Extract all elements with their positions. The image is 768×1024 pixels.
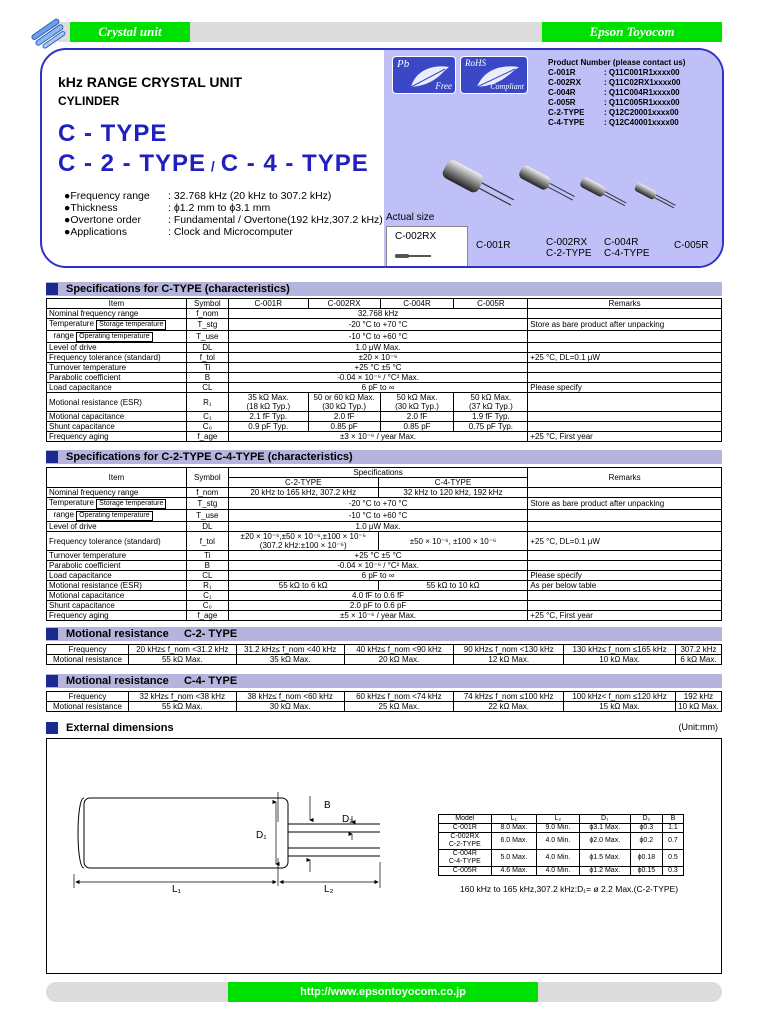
crystal-products-photo (432, 128, 722, 228)
dimensions-table (438, 814, 684, 876)
badge-text: Pb (397, 58, 410, 70)
type-heading-2 (58, 150, 369, 178)
table-row: C-001R 8.0 Max. 9.0 Min. ϕ3.1 Max. ϕ0.3 1.1 (439, 824, 684, 833)
type-heading: C - TYPE (58, 120, 168, 147)
table-row: C-002RX C-2-TYPE 6.0 Max. 4.0 Min. ϕ2.0 Max. ϕ0.2 0.7 (439, 833, 684, 850)
table-row: Parabolic coefficient B -0.04 × 10⁻⁶ / °C² Max. (47, 373, 722, 383)
table-header-row: Item Symbol Specifications Remarks (47, 468, 722, 478)
actual-size-box (386, 226, 468, 268)
table-row: Motional resistance (ESR) R₁ 35 kΩ Max. (18 kΩ Typ.) 50 or 60 kΩ Max. (30 kΩ Typ.) 50 kΩ Max. (30 kΩ Typ.) 50 kΩ Max. (37 kΩ Typ.) (47, 393, 722, 412)
table-row: Frequency 20 kHz≤ f_nom <31.2 kHz 31.2 kHz≤ f_nom <40 kHz 40 kHz≤ f_nom <90 kHz 90 kHz≤ f_nom <130 kHz 130 kHz≤ f_nom ≤165 kHz 307.2 kHz (47, 645, 722, 655)
rohs-badge (460, 56, 528, 94)
table-row: Shunt capacitance C₀ 0.9 pF Typ. 0.85 pF 0.85 pF 0.75 pF Typ. (47, 422, 722, 432)
table-row: Frequency aging f_age ±5 × 10⁻⁶ / year Max. +25 °C, First year (47, 611, 722, 621)
table-row: range Operating temperature T_use -10 °C to +60 °C (47, 331, 722, 343)
category-label: Crystal unit (70, 22, 190, 42)
feature-row: ●Overtone order : Fundamental / Overtone(192 kHz,307.2 kHz) (64, 214, 383, 226)
table-row: Temperature Storage temperature T_stg -20 °C to +70 °C Store as bare product after unpacking (47, 319, 722, 331)
dimension-drawing (60, 776, 440, 900)
product-number-row: C-001R : Q11C001R1xxxx00 (548, 68, 680, 77)
photo-label: C-004R (604, 237, 639, 248)
section-heading-c24-type: Specifications for C-2-TYPE C-4-TYPE (characteristics) (46, 450, 722, 464)
table-row: Level of drive DL 1.0 μW Max. (47, 522, 722, 532)
table-row: C-005R 4.6 Max. 4.0 Min. ϕ1.2 Max. ϕ0.15 0.3 (439, 867, 684, 876)
table-row: Nominal frequency range f_nom 32.768 kHz (47, 309, 722, 319)
section-heading-mr-c4: Motional resistance C-4- TYPE (46, 674, 722, 688)
badge-text: Compliant (490, 82, 524, 91)
table-header-row: C-2-TYPE C-4-TYPE (47, 478, 722, 488)
badge-text: Free (435, 81, 452, 91)
product-subtitle: CYLINDER (58, 94, 120, 108)
type-c4: C - 4 - TYPE (220, 150, 369, 177)
section-heading-dimensions: External dimensions (Unit:mm) (46, 721, 722, 735)
website-link[interactable]: http://www.epsontoyocom.co.jp (228, 982, 538, 1002)
table-row: Turnover temperature Ti +25 °C ±5 °C (47, 551, 722, 561)
product-hero (40, 48, 724, 268)
feature-row: ●Applications : Clock and Microcomputer (64, 226, 293, 238)
product-number-row: C-004R : Q11C004R1xxxx00 (548, 88, 680, 97)
table-row: Motional resistance (ESR) R₁ 55 kΩ to 6 kΩ 55 kΩ to 10 kΩ As per below table (47, 581, 722, 591)
product-number-row: C-002RX : Q11C02RX1xxxx00 (548, 78, 681, 87)
label-l1: L₁ (172, 884, 181, 895)
table-row: Frequency tolerance (standard) f_tol ±20 × 10⁻⁶,±50 × 10⁻⁶,±100 × 10⁻⁶ (307.2 kHz:±100 × 10⁻⁶) ±50 × 10⁻⁶, ±100 × 10⁻⁶ +25 °C, DL=0.1 μW (47, 532, 722, 551)
table-row: Level of drive DL 1.0 μW Max. (47, 343, 722, 353)
table-row: Temperature Storage temperature T_stg -20 °C to +70 °C Store as bare product after unpacking (47, 498, 722, 510)
table-header-row: Model L₁ L₂ D₁ D₂ B (439, 815, 684, 824)
spec-table-c24-type (46, 467, 722, 621)
table-row: range Operating temperature T_use -10 °C to +60 °C (47, 510, 722, 522)
actual-size-model: C-002RX (395, 231, 437, 242)
table-row: Motional capacitance C₁ 4.0 fF to 0.6 fF (47, 591, 722, 601)
section-heading-c-type: Specifications for C-TYPE (characteristics) (46, 282, 722, 296)
actual-size-label: Actual size (386, 212, 435, 223)
table-row: Frequency aging f_age ±3 × 10⁻⁶ / year Max. +25 °C, First year (47, 432, 722, 442)
photo-label: C-001R (476, 240, 511, 251)
pb-free-badge (392, 56, 456, 94)
label-d1: D₁ (256, 830, 267, 841)
feature-row: ●Thickness : ϕ1.2 mm to ϕ3.1 mm (64, 202, 271, 214)
type-c2: C - 2 - TYPE (58, 150, 207, 177)
photo-label: C-005R (674, 240, 709, 251)
badge-text: RoHS (465, 58, 486, 68)
product-number-list (548, 58, 685, 128)
table-row: Parabolic coefficient B -0.04 × 10⁻⁶ / °C² Max. (47, 561, 722, 571)
motional-resistance-c4-table (46, 691, 722, 712)
feature-row: ●Frequency range : 32.768 kHz (20 kHz to 307.2 kHz) (64, 190, 332, 202)
actual-size-crystal (395, 253, 435, 259)
table-row: C-004R C-4-TYPE 5.0 Max. 4.0 Min. ϕ1.5 Max. ϕ0.18 0.5 (439, 850, 684, 867)
photo-label: C-002RX (546, 237, 588, 248)
product-number-row: C-4-TYPE : Q12C40001xxxx00 (548, 118, 679, 127)
section-heading-mr-c2: Motional resistance C-2- TYPE (46, 627, 722, 641)
table-header-row: Item Symbol C-001R C-002RX C-004R C-005R Remarks (47, 299, 722, 309)
motional-resistance-c2-table (46, 644, 722, 665)
label-d2: D₂ (342, 814, 354, 825)
table-row: Shunt capacitance C₀ 2.0 pF to 0.6 pF (47, 601, 722, 611)
table-row: Motional capacitance C₁ 2.1 fF Typ. 2.0 fF 2.0 fF 1.9 fF Typ. (47, 412, 722, 422)
product-title: kHz RANGE CRYSTAL UNIT (58, 74, 243, 90)
photo-label: C-2-TYPE (546, 248, 592, 259)
table-row: Motional resistance 55 kΩ Max. 30 kΩ Max. 25 kΩ Max. 22 kΩ Max. 15 kΩ Max. 10 kΩ Max. (47, 702, 722, 712)
product-number-row: C-005R : Q11C005R1xxxx00 (548, 98, 680, 107)
dimensions-note: 160 kHz to 165 kHz,307.2 kHz:D₁= ø 2.2 Max.(C-2-TYPE) (460, 884, 679, 894)
crystal-logo-icon (28, 16, 68, 50)
table-row: Load capacitance CL 6 pF to ∞ Please specify (47, 571, 722, 581)
label-b: B (324, 800, 331, 811)
product-number-row: C-2-TYPE : Q12C20001xxxx00 (548, 108, 679, 117)
product-number-heading: Product Number (please contact us) (548, 58, 686, 67)
photo-label: C-4-TYPE (604, 248, 650, 259)
label-l2: L₂ (324, 884, 334, 895)
table-row: Frequency 32 kHz≤ f_nom <38 kHz 38 kHz≤ f_nom <60 kHz 60 kHz≤ f_nom <74 kHz 74 kHz≤ f_nom ≤100 kHz 100 kHz< f_nom ≤120 kHz 192 kHz (47, 692, 722, 702)
table-row: Load capacitance CL 6 pF to ∞ Please specify (47, 383, 722, 393)
table-row: Nominal frequency range f_nom 20 kHz to 165 kHz, 307.2 kHz 32 kHz to 120 kHz, 192 kHz (47, 488, 722, 498)
spec-table-c-type (46, 298, 722, 442)
table-row: Frequency tolerance (standard) f_tol ±20 × 10⁻⁶ +25 °C, DL=0.1 μW (47, 353, 722, 363)
brand-label: Epson Toyocom (542, 22, 722, 42)
table-row: Turnover temperature Ti +25 °C ±5 °C (47, 363, 722, 373)
type-separator: / (206, 158, 221, 174)
table-row: Motional resistance 55 kΩ Max. 35 kΩ Max. 20 kΩ Max. 12 kΩ Max. 10 kΩ Max. 6 kΩ Max. (47, 655, 722, 665)
